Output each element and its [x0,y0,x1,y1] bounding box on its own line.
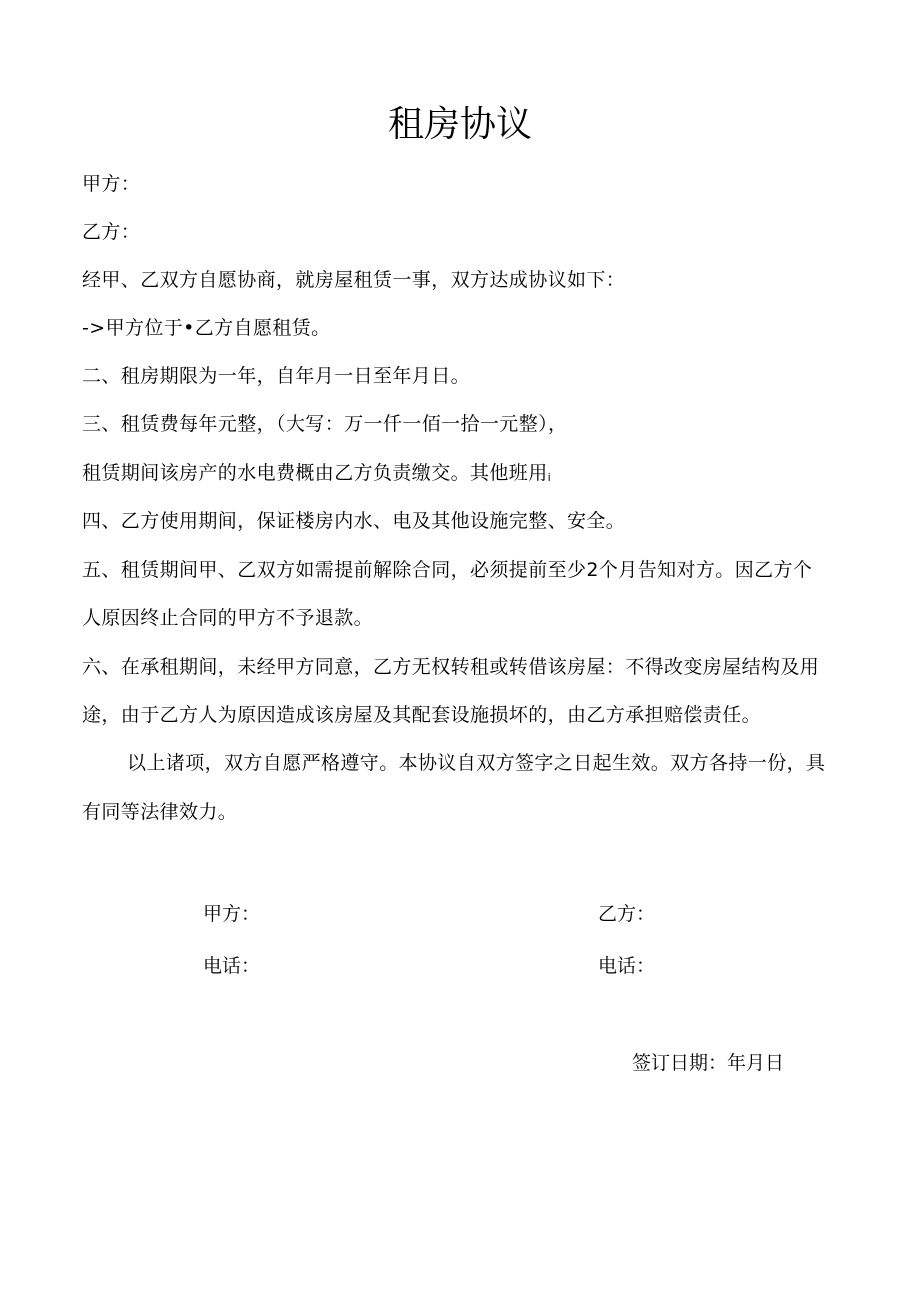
party-a-line: 甲方： [82,173,141,195]
party-b-line: 乙方： [82,221,141,243]
clause-3-continued-text: 租赁期间该房产的水电费概由乙方负责缴交。其他班用 [82,462,548,484]
clause-6-line-1: 六、在承租期间，未经甲方同意，乙方无权转租或转借该房屋：不得改变房屋结构及用 [82,656,820,678]
closing-line-1: 以上诸项，双方自愿严格遵守。本协议自双方签字之日起生效。双方各持一份，具 [127,752,826,774]
clause-4: 四、乙方使用期间，保证楼房内水、电及其他设施完整、安全。 [82,510,626,532]
phone-party-a: 电话： [203,955,261,977]
signature-party-b: 乙方： [598,903,656,925]
clause-2: 二、租房期限为一年，自年月一日至年月日。 [82,365,471,387]
clause-3-continued-mark: i [547,471,552,484]
signature-party-a: 甲方： [203,903,261,925]
document-title: 租房协议 [387,104,532,145]
clause-5-line-1: 五、租赁期间甲、乙双方如需提前解除合同，必须提前至少2个月告知对方。因乙方个 [82,559,813,581]
closing-line-2: 有同等法律效力。 [82,801,238,823]
signing-date: 签订日期：年月日 [632,1052,785,1074]
clause-5-line-2: 人原因终止合同的甲方不予退款。 [82,607,374,629]
phone-party-b: 电话： [598,955,656,977]
clause-3-continued [82,459,551,492]
clause-1: ->甲方位于•乙方自愿租赁。 [82,317,331,339]
clause-3: 三、租赁费每年元整，（大写：万一仟一佰一拾一元整）， [82,413,568,435]
intro-paragraph: 经甲、乙双方自愿协商，就房屋租赁一事，双方达成协议如下： [82,269,626,291]
clause-6-line-2: 途，由于乙方人为原因造成该房屋及其配套设施损坏的，由乙方承担赔偿责任。 [82,704,762,726]
